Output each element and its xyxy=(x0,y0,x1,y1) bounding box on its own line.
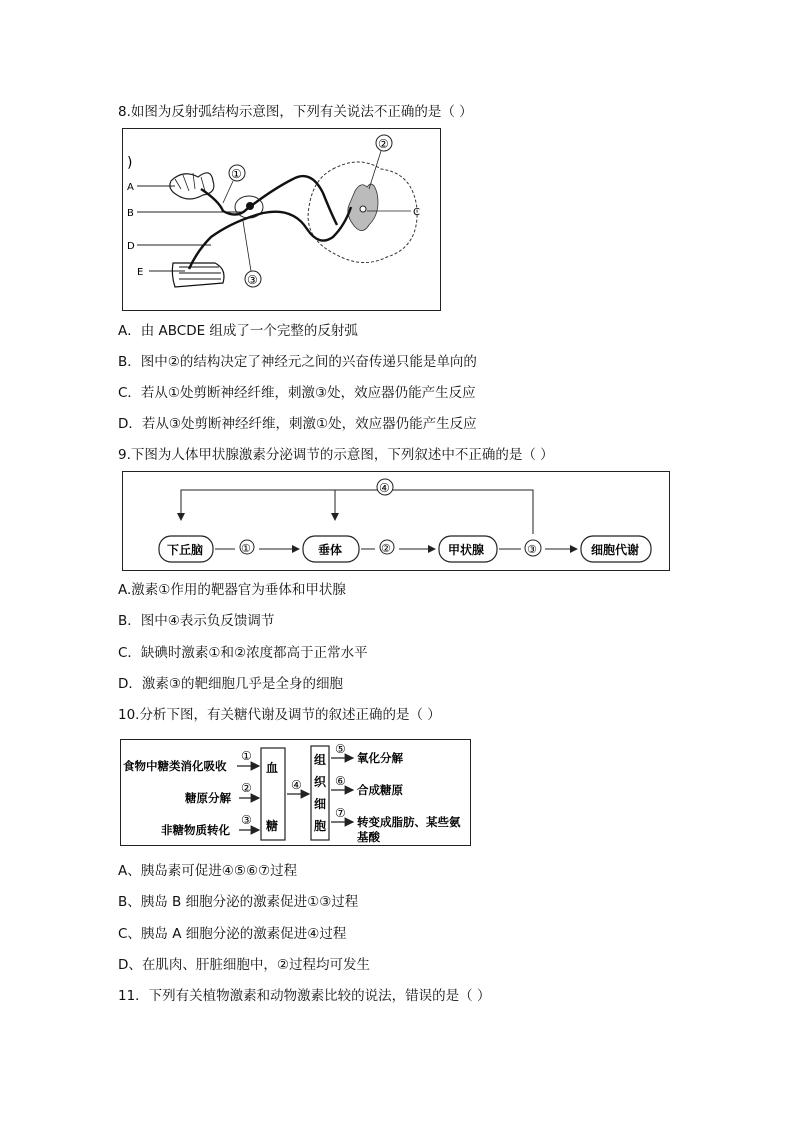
fig10-blood-1: 血 xyxy=(266,761,279,775)
thyroid-regulation-diagram xyxy=(123,472,669,570)
q8-stem: 8.如图为反射弧结构示意图，下列有关说法不正确的是（ ） xyxy=(118,104,473,120)
fig9-num-2: ② xyxy=(381,542,391,555)
q8-option-d: D．若从③处剪断神经纤维，刺激①处，效应器仍能产生反应 xyxy=(118,416,477,432)
fig8-num-2: ② xyxy=(378,137,389,151)
fig9-num-3: ③ xyxy=(527,543,537,556)
q11-stem: 11．下列有关植物激素和动物激素比较的说法，错误的是（ ） xyxy=(118,988,491,1004)
glucose-metabolism-figure xyxy=(120,739,471,846)
fig9-box-pituitary: 垂体 xyxy=(318,543,343,557)
q9-option-b: B．图中④表示负反馈调节 xyxy=(118,613,275,629)
fig9-box-thyroid: 甲状腺 xyxy=(448,543,485,557)
fig10-source-glycogen: 糖原分解 xyxy=(185,791,231,805)
q9-option-d: D．激素③的靶细胞几乎是全身的细胞 xyxy=(118,676,343,692)
fig8-label-a: A xyxy=(127,182,134,193)
fig9-box-hypothalamus: 下丘脑 xyxy=(167,543,204,557)
fig8-label-e: E xyxy=(137,267,144,278)
fig9-box-metabolism: 细胞代谢 xyxy=(591,543,640,557)
fig8-num-1: ① xyxy=(231,167,242,181)
q8-option-a: A．由 ABCDE 组成了一个完整的反射弧 xyxy=(118,323,358,339)
fig10-cell-4: 胞 xyxy=(314,819,327,833)
fig10-output-aminoacid: 基酸 xyxy=(357,830,380,844)
fig8-label-c: C xyxy=(413,207,420,218)
fig10-cell-3: 细 xyxy=(314,797,327,811)
fig10-num-7: ⑦ xyxy=(335,806,346,820)
fig10-num-6: ⑥ xyxy=(335,774,346,788)
reflex-arc-diagram xyxy=(123,129,440,310)
fig10-num-4: ④ xyxy=(291,778,302,792)
fig10-source-nonsugar: 非糖物质转化 xyxy=(161,823,230,837)
fig8-num-3: ③ xyxy=(247,273,258,287)
fig8-label-b: B xyxy=(127,208,134,219)
fig10-cell-1: 组 xyxy=(314,753,327,767)
q10-option-a: A、胰岛素可促进④⑤⑥⑦过程 xyxy=(118,863,298,879)
q8-option-c: C．若从①处剪断神经纤维，刺激③处，效应器仍能产生反应 xyxy=(118,385,476,401)
q9-option-a: A.激素①作用的靶器官为垂体和甲状腺 xyxy=(118,582,346,598)
fig10-output-fat: 转变成脂肪、某些氨 xyxy=(357,815,461,829)
fig10-output-oxidation: 氧化分解 xyxy=(357,751,403,765)
fig10-cell-2: 织 xyxy=(314,775,327,789)
fig10-num-5: ⑤ xyxy=(335,742,346,756)
fig8-bracket: ) xyxy=(127,155,133,171)
thyroid-regulation-figure xyxy=(122,471,670,571)
fig10-num-2: ② xyxy=(241,781,252,795)
glucose-metabolism-diagram xyxy=(121,740,470,845)
fig10-num-3: ③ xyxy=(241,813,252,827)
reflex-arc-figure xyxy=(122,128,441,311)
q10-option-b: B、胰岛 B 细胞分泌的激素促进①③过程 xyxy=(118,894,359,910)
q8-option-b: B．图中②的结构决定了神经元之间的兴奋传递只能是单向的 xyxy=(118,354,477,370)
fig10-source-food: 食物中糖类消化吸收 xyxy=(123,759,227,773)
q10-stem: 10.分析下图，有关糖代谢及调节的叙述正确的是（ ） xyxy=(118,707,441,723)
q10-option-c: C、胰岛 A 细胞分泌的激素促进④过程 xyxy=(118,926,347,942)
fig10-num-1: ① xyxy=(241,749,252,763)
fig10-blood-2: 糖 xyxy=(266,819,279,833)
q9-option-c: C．缺碘时激素①和②浓度都高于正常水平 xyxy=(118,645,368,661)
q9-stem: 9.下图为人体甲状腺激素分泌调节的示意图，下列叙述中不正确的是（ ） xyxy=(118,447,554,463)
q10-option-d: D、在肌肉、肝脏细胞中，②过程均可发生 xyxy=(118,957,370,973)
fig8-label-d: D xyxy=(127,241,135,252)
fig9-num-1: ① xyxy=(241,542,251,555)
fig10-output-glycogen: 合成糖原 xyxy=(357,783,403,797)
fig9-num-4: ④ xyxy=(379,481,390,495)
